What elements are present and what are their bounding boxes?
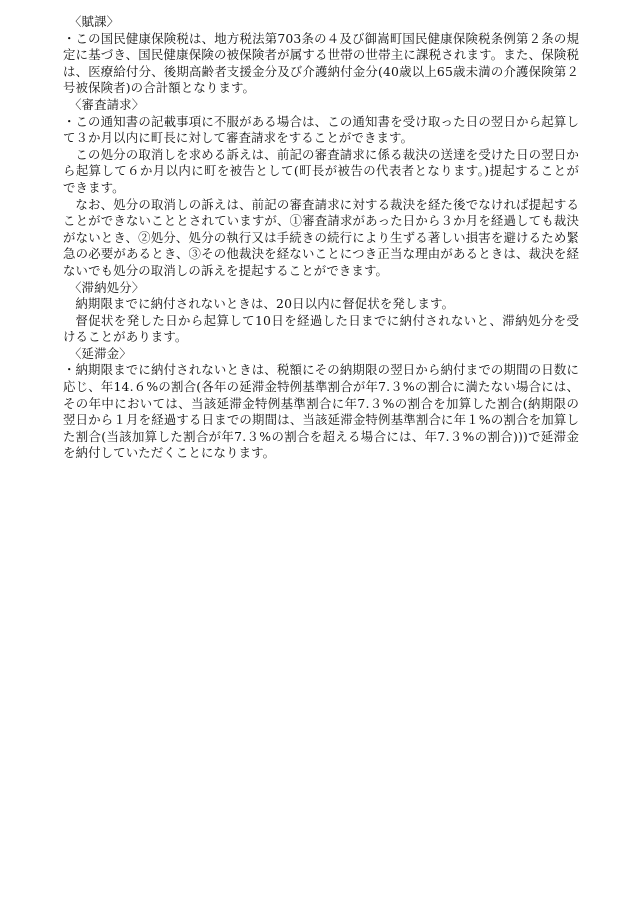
- heading-entai: 〈延滞金〉: [69, 345, 132, 361]
- paragraph-fuka-text: この国民健康保険税は、地方税法第703条の４及び御嵩町国民健康保険税条例第２条の規定に基づき、国民健康保険の被保険者が属する世帯の世帯主に課税されます。また、保険税は、医療給付分、後期高齢者支援金分及び介護納付金分(40歳以上65歳未満の介護保険第２号被保険者)の合計額となります。: [63, 30, 579, 96]
- heading-tainou: 〈滞納処分〉: [69, 279, 145, 295]
- paragraph-shinsa-2: この処分の取消しを求める訴えは、前記の審査請求に係る裁決の送達を受けた日の翌日から起算して６か月以内に町を被告として(町長が被告の代表者となります。)提起することができます。: [63, 146, 579, 195]
- paragraph-entai: [63, 362, 579, 462]
- paragraph-tainou-1: 納期限までに納付されないときは、20日以内に督促状を発します。: [75, 296, 455, 312]
- bullet-mark: ・: [63, 30, 76, 46]
- paragraph-tainou-2: 督促状を発した日から起算して10日を経過した日までに納付されないと、滞納処分を受けることがあります。: [63, 312, 579, 345]
- paragraph-shinsa-1-text: この通知書の記載事項に不服がある場合は、この通知書を受け取った日の翌日から起算して３か月以内に町長に対して審査請求をすることができます。: [63, 113, 579, 146]
- notice-document: [63, 14, 579, 462]
- bullet-mark: ・: [63, 362, 76, 378]
- heading-shinsa: 〈審査請求〉: [69, 96, 145, 112]
- bullet-mark: ・: [63, 113, 76, 129]
- heading-fuka: 〈賦課〉: [69, 14, 120, 29]
- paragraph-shinsa-3: なお、処分の取消しの訴えは、前記の審査請求に対する裁決を経た後でなければ提起することができないこととされていますが、①審査請求があった日から３か月を経過しても裁決がないとき、②処分、処分の執行又は手続きの続行により生ずる著しい損害を避けるため緊急の必要があるとき、③その他裁決を経ないことにつき正当な理由があるときは、裁決を経ないでも処分の取消しの訴えを提起することができます。: [63, 196, 579, 278]
- paragraph-entai-text: 納期限までに納付されないときは、税額にその納期限の翌日から納付までの期間の日数に応じ、年14.６%の割合(各年の延滞金特例基準割合が年7.３%の割合に満たない場合には、その年中においては、当該延滞金特例基準割合に年7.３%の割合を加算した割合(納期限の翌日から１月を経過する日までの期間は、当該延滞金特例基準割合に年１%の割合を加算した割合(当該加算した割合が年7.３%の割合を超える場合には、年7.３%の割合)))で延滞金を納付していただくことになります。: [63, 362, 579, 461]
- paragraph-fuka: [63, 31, 579, 97]
- paragraph-shinsa-1: [63, 114, 579, 147]
